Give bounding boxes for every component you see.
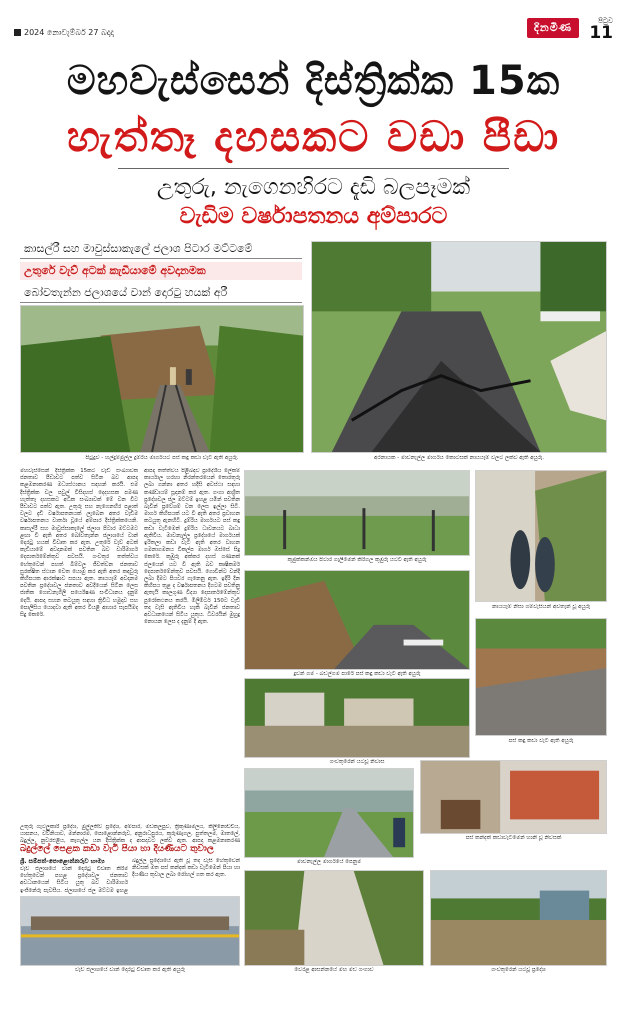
subhead-tanks-risk: උතුරේ වැව් අටක් කැඩීයාමේ අවදානමක bbox=[20, 262, 302, 280]
reporter-name: ශ්‍රී. සම්පත්-පොළොන්නරුව හාම්‍ය bbox=[20, 858, 105, 865]
caption-flooded-area: ගංවතුරෙන් යටවූ ප්‍රදේශ bbox=[491, 967, 546, 973]
subhead-reservoirs: කාසල්රී සහ මාවුස්සාකැලේ ජලාශ පිටාර මට්ටමේ bbox=[20, 240, 302, 259]
divider bbox=[118, 168, 509, 169]
article-column-2: ආපදා තත්ත්වය පිළිබඳව ප්‍රාදේශීය ලේකම් කාර්යාල හරහා නිරන්තරයෙන් තොරතුරු ලබා ගන්නා අතර හදිසි අවස්ථා සඳහා කණ්ඩායම් සූදානම් කර ඇත. ගංගා ආශ්‍රිත ප්‍රදේශවල ජල මට්ටම් ඉහළ යමින් පවතින බැවින් ප්‍රවේශම් වන ලෙස ඉල්ලා සිටී. මාර්ග කිහිපයක් යට වී ඇති අතර ප්‍රවාහන කටයුතු ඇනහිටී. දුම්රිය මාර්ගයට පස් කඳු කඩා වැටීමෙන් දුම්රිය ධාවනයට බාධා ඇතිවිය. මාවනැල්ල ප්‍රදේශයේ මාර්ගයක් ඉරිතලා කඩා වැටී ඇති අතර වාහන ගමනාගමනය විකල්ප මාර්ග ඔස්සේ සිදු කෙරේ. කුඹුරු අක්කර දහස් ගණනක් ජලයෙන් යට වී ඇති බව කෘෂිකර්ම දෙපාර්තමේන්තුව පවසයි. ගොවීන්ට වන්දි ලබා දීමට පියවර ගැනෙනු ඇත. ඉදිරි දින කිහිපය තුළ ද වර්ෂාපතනය දිගටම පවතිනු ඇතැයි කාලගුණ විද්‍යා දෙපාර්තමේන්තුව පුරෝකථනය කරයි. මිලිමීටර් 150ට වැඩි තද වැසි ඇතිවිය හැකි බැවින් ජනතාව අවධානයෙන් සිටිය යුතුය. ධීවරයින් මුහුදු නොයන ලෙස ද දැනුම් දී ඇත. bbox=[144, 468, 240, 626]
caption-road: අරනායක - මාවනැල්ල මාර්ගය කොටසක් නායයෑම් වලට ලක්ව ඇති අයුරු. bbox=[374, 455, 544, 461]
square-bullet-icon bbox=[14, 29, 21, 36]
newspaper-logo: දිනමිණ bbox=[527, 18, 579, 38]
article-column-5: වැව් ජලාශයේ වාන් දොරටු විවෘත කිරීම හේතුවෙන් පහළ ප්‍රදේශවල ජනතාව අවධානයෙන් සිටිය යුතු බව වාරිමාර්ග ඉංජිනේරු පැවසීය. ජලාශයේ ජල මට්ටම ඉහළ bbox=[20, 866, 128, 894]
photo-spill-gates bbox=[20, 896, 240, 966]
issue-date: 2024 නොවැම්බර් 27 බදාදා bbox=[24, 28, 114, 37]
caption-damaged-house: පස් කන්දක් කඩාවැටීමෙන් හානි වූ නිවසක් bbox=[465, 835, 562, 841]
subheadline-red: වැඩිම වර්ෂාපතනය අම්පාරට bbox=[179, 204, 448, 229]
main-headline: මහවැස්සෙන් දිස්ත්‍රික්ක 15ක bbox=[66, 58, 561, 104]
photo-soil-collapse bbox=[475, 618, 607, 736]
article-column-4: උතුරු ගැටලුකාරී ප්‍රදේශ, මුල්ලතිව් ප්‍රදේශ, අම්පාර, මඩකලපුව, ත්‍රිකුණාමලය, කිලිනොච්චිය, යාපනය, වව්නියාව, මන්නාරම, පොළොන්නරුව, අනුරාධපුරය, කුරුණෑගල, පුත්තලම, මාතලේ, බදුල්ල, නුවරඑළිය, කෑගල්ල යන දිස්ත්‍රික්ක ද ආපදාවට ලක්ව ඇත. ආපදා කළමනාකරණ bbox=[20, 824, 240, 844]
photo-road-landslide bbox=[244, 570, 470, 670]
page-number-box bbox=[589, 18, 613, 42]
page-number: 11 bbox=[589, 23, 613, 43]
photo-mud-river bbox=[244, 870, 424, 966]
top-bar bbox=[14, 18, 613, 48]
section-head-badulla: බදුල්ලේ පෙළක කඩා වැටී පියා හා දියණියට තුවාල bbox=[20, 844, 214, 854]
caption-mud-river: වෙරළ ආසන්නයේ මහ මඩ ගංගාව bbox=[294, 967, 374, 973]
caption-displaced: නායයෑම් නිසා ගම්වැසියන් අවතැන් වූ අයුරු bbox=[491, 604, 591, 610]
caption-road-view: මාවනැල්ල මාර්ගයේ පෙනුම bbox=[296, 859, 362, 865]
caption-soil: පස් කඳු කඩා වැටී ඇති අයුරු bbox=[508, 738, 574, 744]
headline-red: හැත්තෑ දහසකට වඩා පීඩා bbox=[66, 112, 561, 161]
article-column-1: මහවැස්සෙන් දිස්ත්‍රික්ක 15කට වැඩි සංඛ්‍යාවක ජනතාව පීඩාවට පත්ව සිටින බව ආපදා කළමනාකරණ මධ්‍යස්ථානය සඳහන් කරයි. එම දිස්ත්‍රික්ක වල පවුල් විසිදහස් දෙදහසක පමණ හැත්තෑ දහසකට අධික සංඛ්‍යාවක් මේ වන විට පීඩාවට පත්ව ඇත. උතුරු සහ නැගෙනහිර පළාත් වලට දැඩි වර්ෂාපතනයක් ලැබෙන අතර වැඩිම වර්ෂාපතනය වාර්තා වූයේ අම්පාර දිස්ත්‍රික්කයෙනි. කාසල්රී සහ මාවුස්සාකැලේ ජලාශ පිටාර මට්ටමට ළඟා වී ඇති අතර බෝවතැන්න ජලාශයේ වාන් දොරටු හයක් විවෘත කර ඇත. උතුරේ වැව් අටක් කැඩීයාමේ අවදානමක් පවතින බව වාරිමාර්ග දෙපාර්තමේන්තුව පවසයි. ගංවතුර තත්ත්වය හේතුවෙන් පහත් බිම්වල ජීවත්වන ජනතාව සුරක්ෂිත ස්ථාන වෙත යොමු කර ඇති අතර කඳවුරු කිහිපයක ආරක්ෂාව සපයා ඇත. නායයෑම් අවදානම පවතින ප්‍රදේශවල ජනතාව අවදියෙන් සිටින ලෙස ජාතික ගොඩනැගිලි පර්යේෂණ සංවිධානය දැනුම් දෙයි. ආපදා සහන කටයුතු සඳහා ත්‍රිවිධ හමුදාව සහ පොලිසිය යොදවා ඇති අතර වියළි ආහාර සැපයීමද සිදු කෙරේ. bbox=[20, 468, 138, 619]
photo-flooded-area bbox=[430, 870, 607, 966]
photo-flooded-houses bbox=[244, 678, 470, 758]
subheadline: උතුරු, නැගෙනහිරට දැඩි බලපෑමක් bbox=[156, 175, 471, 200]
caption-paddy: කුඹුක්කන්ඔය පිටාර ගැලීමෙන් කිරිගල කුඹුරු යටවී ඇති අයුරු bbox=[287, 557, 427, 563]
photo-damaged-house bbox=[420, 760, 607, 834]
photo-cracked-road bbox=[311, 241, 607, 453]
photo-displaced-people bbox=[475, 470, 607, 602]
subhead-spill-gates: බෝවතැන්න ජලාශයේ වාන් දොරටු හයක් අරී bbox=[20, 284, 302, 303]
caption-road-landslide: දුවන් ගම - බඩල්ගම පාරේ පස් කඳු කඩා වැටී ඇති අයුරු bbox=[293, 671, 421, 677]
article-column-6: බදුල්ල ප්‍රදේශයේ ඇති වූ තද වැසි හේතුවෙන් නිවසක් මත පස් කන්දක් කඩා වැටීමෙන් පියා හා දියණිය තුවාල ලබා රෝහල් ගත කර ඇත. bbox=[132, 858, 240, 879]
caption-spill-gates: වැව් ජලාශයේ වාන් දොරටු විවෘත කර ඇති අයුරු bbox=[75, 967, 185, 973]
photo-flooded-paddy bbox=[244, 470, 470, 556]
photo-road-view bbox=[244, 768, 414, 858]
photo-railway-landslide bbox=[20, 305, 304, 453]
dateline bbox=[14, 28, 114, 38]
caption-railway: පිටුදුව - හල්දුම්මුල්ල දුම්රිය මාර්ගයට පස් කඳු කඩා වැටී ඇති අයුරු. bbox=[85, 455, 239, 461]
page-label: පිටුව bbox=[598, 17, 613, 25]
caption-flooded-houses: ගංවතුරෙන් යටවූ නිවාස bbox=[329, 759, 385, 765]
